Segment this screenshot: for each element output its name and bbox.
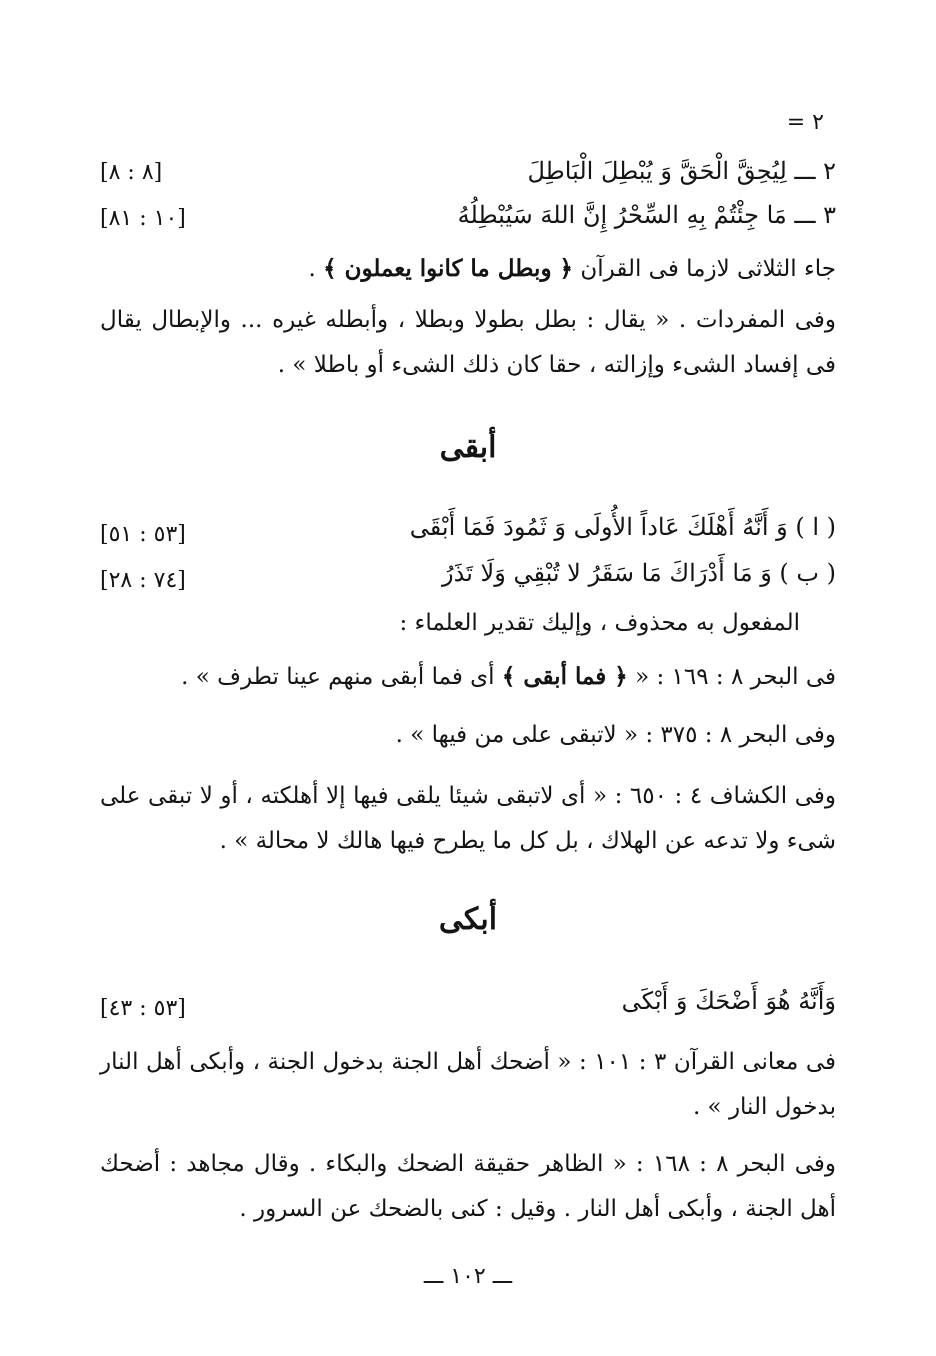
- quran-quote: ﴿ وبطل ما كانوا يعملون ﴾: [323, 255, 574, 282]
- sec1-p1-end: .: [308, 256, 316, 282]
- quran-quote-abqa: ﴿ فما أبقى ﴾: [501, 663, 628, 690]
- entry-title-abqa: أبقى: [439, 430, 497, 465]
- verse-2-ref: [٨ : ٨]: [100, 160, 163, 185]
- verse-abka-ref: [٥٣ : ٤٣]: [100, 996, 186, 1021]
- sec2-line-1: المفعول به محذوف ، وإليك تقدير العلماء :: [399, 610, 800, 636]
- verse-b-ref: [٧٤ : ٢٨]: [100, 568, 186, 593]
- verse-3-ref: [١٠ : ٨١]: [100, 206, 186, 231]
- verse-3: ٣ ـــ مَا جِئْتُمْ بِهِ السِّحْرُ إِنَّ اللهَ سَيُبْطِلُهُ: [457, 201, 836, 229]
- verse-b: ( ب ) وَ مَا أَدْرَاكَ مَا سَقَرُ لا تُبْقِي وَلَا تَذَرُ: [442, 559, 836, 587]
- entry-title-abka: أبكى: [438, 902, 498, 937]
- continuation-marker: ٢ =: [786, 110, 824, 135]
- page-number: ـــ ١٠٢ ـــ: [423, 1264, 513, 1289]
- sec3-paragraph-1: فى معانى القرآن ٣ : ١٠١ : « أضحك أهل الجنة بدخول الجنة ، وأبكى أهل النار بدخول النار » .: [100, 1049, 836, 1120]
- sec1-paragraph-2: وفى المفردات . « يقال : بطل بطولا وبطلا ، وأبطله غيره ... والإبطال يقال فى إفساد الشىء وإزالته ، حقا كان ذلك الشىء أو باطلا » .: [100, 307, 836, 378]
- sec3-paragraph-2: وفى البحر ٨ : ١٦٨ : « الظاهر حقيقة الضحك والبكاء . وقال مجاهد : أضحك أهل الجنة ، وأبكى أهل النار . وقيل : كنى بالضحك عن السرور .: [100, 1151, 836, 1222]
- sec1-paragraph-1: [308, 252, 836, 286]
- verse-a: ( ا ) وَ أَنَّهُ أَهْلَكَ عَاداً الأُولَى وَ ثَمُودَ فَمَا أَبْقَى: [409, 513, 836, 541]
- sec2-l2-end: أى فما أبقى منهم عينا تطرف » .: [181, 664, 495, 690]
- verse-abka: وَأَنَّهُ هُوَ أَضْحَكَ وَ أَبْكَى: [621, 987, 836, 1015]
- sec2-line-2: [181, 660, 836, 694]
- sec2-paragraph-4: وفى الكشاف ٤ : ٦٥٠ : « أى لاتبقى شيئا يلقى فيها إلا أهلكته ، أو لا تبقى على شىء ولا تدعه عن الهلاك ، بل كل ما يطرح فيها هالك لا محالة » .: [100, 783, 836, 854]
- verse-2: ٢ ـــ لِيُحِقَّ الْحَقَّ وَ يُبْطِلَ الْبَاطِلَ: [527, 157, 836, 185]
- sec1-p1-text: جاء الثلاثى لازما فى القرآن: [580, 256, 836, 282]
- sec2-line-3: وفى البحر ٨ : ٣٧٥ : « لاتبقى على من فيها » .: [395, 722, 836, 748]
- verse-a-ref: [٥٣ : ٥١]: [100, 522, 186, 547]
- sec2-l2-start: فى البحر ٨ : ١٦٩ : «: [635, 664, 836, 690]
